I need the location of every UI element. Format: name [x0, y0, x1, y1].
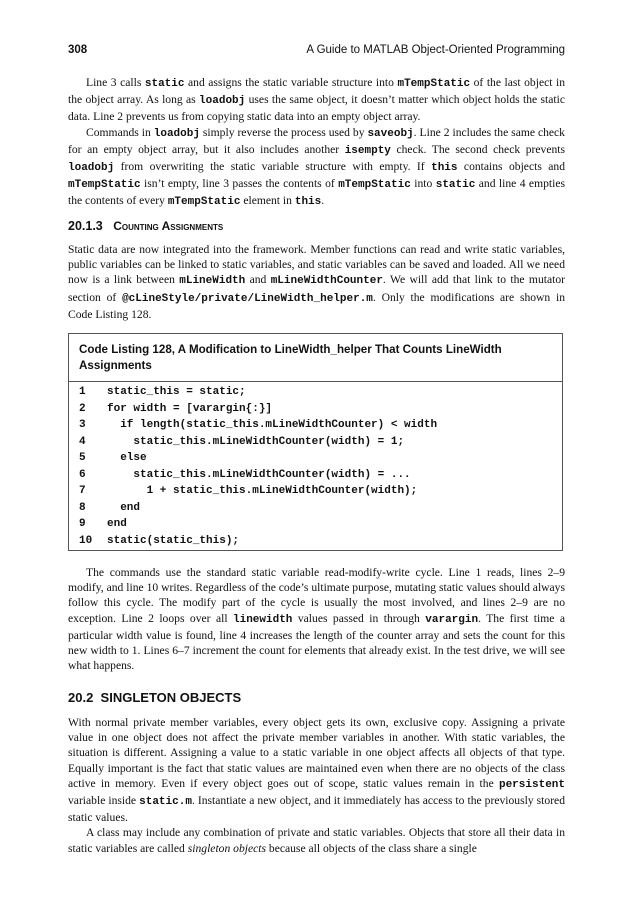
line-number: 5: [79, 452, 86, 464]
code-text: static_this = static;: [107, 386, 246, 398]
line-number: 4: [79, 435, 86, 448]
line-number: 7: [79, 485, 86, 497]
section-heading: [68, 690, 565, 705]
code-line: [79, 401, 552, 418]
code-text: for width = [varargin{:}]: [107, 402, 273, 415]
code-text: 1 + static_this.mLineWidthCounter(width);: [107, 485, 418, 497]
code-line: [79, 384, 552, 401]
line-number: 8: [79, 501, 86, 514]
code-text: end: [107, 518, 127, 530]
line-number: 6: [79, 468, 86, 481]
code-line: [79, 417, 552, 434]
code-line: [79, 516, 552, 533]
counting-paragraph: [68, 242, 565, 322]
code-line: [79, 533, 552, 550]
code-text: if length(static_this.mLineWidthCounter) < width: [107, 419, 438, 431]
singleton-paragraphs: [68, 715, 565, 856]
code-line: [79, 500, 552, 517]
line-number: 9: [79, 518, 86, 530]
singleton-objects-term: singleton objects: [187, 841, 266, 855]
code-listing-title: Code Listing 128, A Modification to LineWidth_helper That Counts LineWidth Assignments: [79, 343, 502, 372]
code-listing-128: [68, 333, 563, 551]
running-header: [68, 44, 565, 60]
code-text: static(static_this);: [107, 534, 240, 547]
code-text: end: [107, 501, 141, 514]
line-number: 10: [79, 534, 93, 547]
subsection-title: 20.1.3 Counting Assignments: [68, 219, 224, 233]
subsection-heading: [68, 219, 565, 233]
line-number: 1: [79, 386, 86, 398]
section-title: 20.2 SINGLETON OBJECTS: [68, 690, 242, 705]
code-text: static_this.mLineWidthCounter(width) = ...: [107, 468, 411, 481]
paragraph-read-modify-write: The commands use the standard static variable read-modify-write cycle. Line 1 reads, lines 2–9 modify, and line 10 writes. Regardless of the code’s ultimate purpose, mutating static values should always follow this cycle. The modify part of the cycle is usually the most involved, and lines 2–9 are no exception. Line 2 loops over all linewidth values passed in through varargin. The first time a particular width value is found, line 4 increases the length of the counter array and sets the count for this new width to 1. Lines 6–7 increment the count for elements that already exist. In the test drive, we will see what happens.: [68, 566, 565, 673]
code-text: else: [107, 452, 147, 464]
page-number: 308: [68, 44, 88, 56]
paragraph-loadobj-commands: Commands in loadobj simply reverse the process used by saveobj. Line 2 includes the same check for an empty object array, but it also includes another isempty check. The second check prevents loadobj from overwriting the static variable structure with empty. If this contains objects and mTempStatic isn’t empty, line 3 passes the contents of mTempStatic into static and line 4 empties the contents of every mTempStatic element in this.: [68, 125, 565, 209]
line-number: 3: [79, 419, 86, 431]
code-listing-divider: [69, 381, 562, 382]
paragraph-line3-explanation: Line 3 calls static and assigns the static variable structure into mTempStatic of the last object in the object array. As long as loadobj uses the same object, it doesn’t matter which object holds the static data. Line 2 prevents us from copying static data into an empty object array.: [68, 76, 565, 124]
code-block: [79, 384, 552, 549]
paragraph-private-vs-static: With normal private member variables, every object gets its own, exclusive copy. Assigning a private value in one object does not affect the private member variables in another. With static variables, the situation is different. Assigning a value to a static variable in one object affects all objects of that type. Equally important is the fact that static values are maintained even when there are no objects of the class active in memory. Even if every object goes out of scope, static values remain in the persistent variable inside static.m. Instantiate a new object, and it immediately has access to the previously stored static values.: [68, 716, 566, 825]
paragraph-singleton-definition: A class may include any combination of private and static variables. Objects that store all their data in static variables are called singleton objects because all objects of the class share a single: [68, 826, 565, 855]
running-title: A Guide to MATLAB Object-Oriented Programming: [306, 44, 565, 56]
line-number: 2: [79, 402, 86, 415]
code-line: [79, 434, 552, 451]
intro-paragraphs: [68, 75, 565, 211]
code-text: static_this.mLineWidthCounter(width) = 1;: [107, 435, 405, 448]
cycle-paragraph: [68, 565, 565, 673]
code-line: [79, 483, 552, 500]
code-line: [79, 450, 552, 467]
paragraph-static-integration: Static data are now integrated into the framework. Member functions can read and write static variables, public variables can be linked to static variables, and static variables can be saved and loaded. All we need now is a link between mLineWidth and mLineWidthCounter. We will add that link to the mutator section of @cLineStyle/private/LineWidth_helper.m. Only the modifications are shown in Code Listing 128.: [68, 243, 566, 321]
code-line: [79, 467, 552, 484]
